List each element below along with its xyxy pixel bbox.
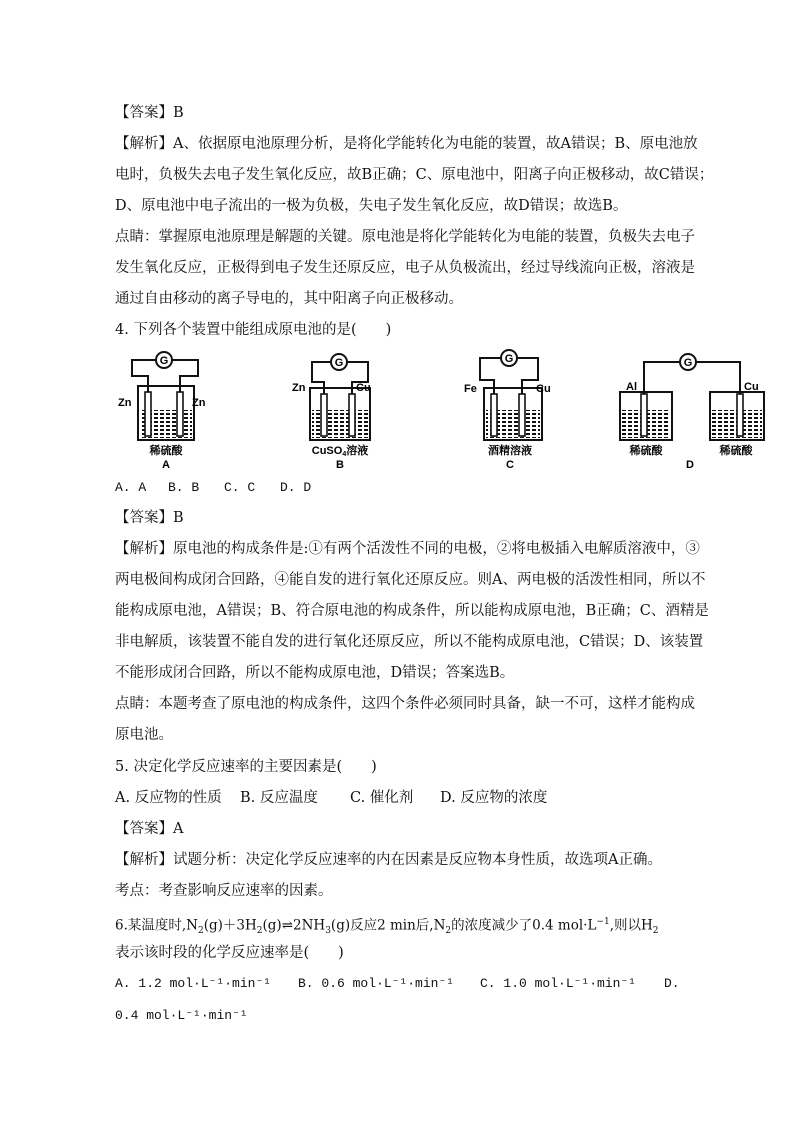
cell-d-right-electrode: Cu: [744, 381, 759, 393]
cell-a-left-electrode: Zn: [118, 397, 132, 409]
cell-c-solution: 酒精溶液: [488, 445, 532, 457]
q4-option-c: C. C: [224, 480, 256, 495]
galvanometer-label: G: [504, 353, 514, 365]
q4-answer: 【答案】B: [115, 510, 184, 526]
q4-option-a: A. A: [115, 480, 147, 495]
cell-d-letter: D: [686, 459, 694, 471]
q4-analysis-line-4: 非电解质，该装置不能自发的进行氧化还原反应，所以不能构成原电池，C错误；D、该装置: [115, 634, 704, 650]
cell-diagrams: [112, 348, 759, 473]
q5-answer: 【答案】A: [115, 821, 184, 837]
q4-option-b: B. B: [168, 480, 200, 495]
cell-c: [464, 350, 551, 471]
cell-a-letter: A: [162, 459, 170, 471]
cell-c-right-electrode: Cu: [536, 383, 551, 395]
q5-analysis: 【解析】试题分析：决定化学反应速率的内在因素是反应物本身性质，故选项A正确。: [115, 852, 662, 868]
cell-d-left-electrode: Al: [626, 381, 637, 393]
q5-point: 考点：考查影响反应速率的因素。: [115, 883, 333, 899]
galvanometer-label: G: [159, 355, 169, 367]
cell-d-solution-right: 稀硫酸: [719, 445, 753, 457]
cell-b-letter: B: [336, 459, 344, 471]
q3-analysis-line-2: 电时，负极失去电子发生氧化反应，故B正确；C、原电池中，阳离子向正极移动，故C错误；: [115, 167, 714, 183]
q6-option-d: D.: [664, 976, 680, 991]
q3-comment-line-1: 点睛：掌握原电池原理是解题的关键。原电池是将化学能转化为电能的装置，负极失去电子: [115, 229, 695, 245]
q4-analysis-line-1: 【解析】原电池的构成条件是:①有两个活泼性不同的电极，②将电极插入电解质溶液中，③: [115, 541, 700, 557]
q4-analysis-line-5: 不能形成闭合回路，所以不能构成原电池，D错误；答案选B。: [115, 665, 515, 681]
q4-stem: 4. 下列各个装置中能组成原电池的是( ): [115, 322, 392, 338]
cell-b-left-electrode: Zn: [292, 382, 306, 394]
q6-option-c: C. 1.0 mol·L⁻¹·min⁻¹: [480, 976, 637, 991]
q4-comment-line-1: 点睛：本题考查了原电池的构成条件，这四个条件必须同时具备，缺一不可，这样才能构成: [115, 696, 695, 712]
q3-answer: 【答案】B: [115, 105, 184, 121]
cell-c-letter: C: [506, 459, 514, 471]
q4-comment-line-2: 原电池。: [115, 727, 173, 743]
cell-d: [620, 354, 764, 471]
q5-stem: 5. 决定化学反应速率的主要因素是( ): [115, 759, 377, 775]
q4-analysis-line-3: 能构成原电池，A错误；B、符合原电池的构成条件，所以能构成原电池，B正确；C、酒精是: [115, 603, 709, 619]
q6-option-d-value: 0.4 mol·L⁻¹·min⁻¹: [115, 1008, 248, 1023]
q6-stem-line-2: 表示该时段的化学反应速率是( ): [115, 945, 344, 961]
q5-option-d: D. 反应物的浓度: [440, 790, 548, 806]
q3-analysis-line-1: 【解析】A、依据原电池原理分析，是将化学能转化为电能的装置，故A错误；B、原电池放: [115, 136, 698, 152]
galvanometer-label: G: [683, 357, 693, 369]
cell-b: [292, 354, 371, 471]
cell-a-right-electrode: Zn: [192, 397, 206, 409]
cell-c-left-electrode: Fe: [464, 383, 477, 395]
cell-a-solution: 稀硫酸: [149, 445, 183, 457]
q5-option-c: C. 催化剂: [350, 790, 414, 806]
galvanometer-label: G: [334, 357, 344, 369]
q3-analysis-line-3: D、原电池中电子流出的一极为负极，失电子发生氧化反应，故D错误；故选B。: [115, 198, 628, 214]
cell-b-solution: CuSO4溶液: [311, 445, 369, 458]
q6-stem-line-1: 6.某温度时$,N_2(g)+3H_2(g)\rightleftharpoons 2NH_3(g)$反应2 min后$,N_2$的浓度减少了0.4 $mol\cdot L^{-1}$,则以$H_2$: [115, 917, 659, 937]
q3-comment-line-3: 通过自由移动的离子导电的，其中阳离子向正极移动。: [115, 291, 463, 307]
q6-option-b: B. 0.6 mol·L⁻¹·min⁻¹: [298, 976, 455, 991]
q6-option-a: A. 1.2 mol·L⁻¹·min⁻¹: [115, 976, 272, 991]
cell-b-right-electrode: Cu: [356, 382, 371, 394]
q3-comment-line-2: 发生氧化反应，正极得到电子发生还原反应，电子从负极流出，经过导线流向正极，溶液是: [115, 260, 695, 276]
q4-analysis-line-2: 两电极间构成闭合回路，④能自发的进行氧化还原反应。则A、两电极的活泼性相同，所以不: [115, 572, 706, 588]
q5-option-a: A. 反应物的性质: [115, 790, 222, 806]
q4-option-d: D. D: [280, 480, 312, 495]
cell-a: [118, 352, 206, 471]
cell-d-solution-left: 稀硫酸: [629, 445, 663, 457]
q5-option-b: B. 反应温度: [240, 790, 318, 806]
